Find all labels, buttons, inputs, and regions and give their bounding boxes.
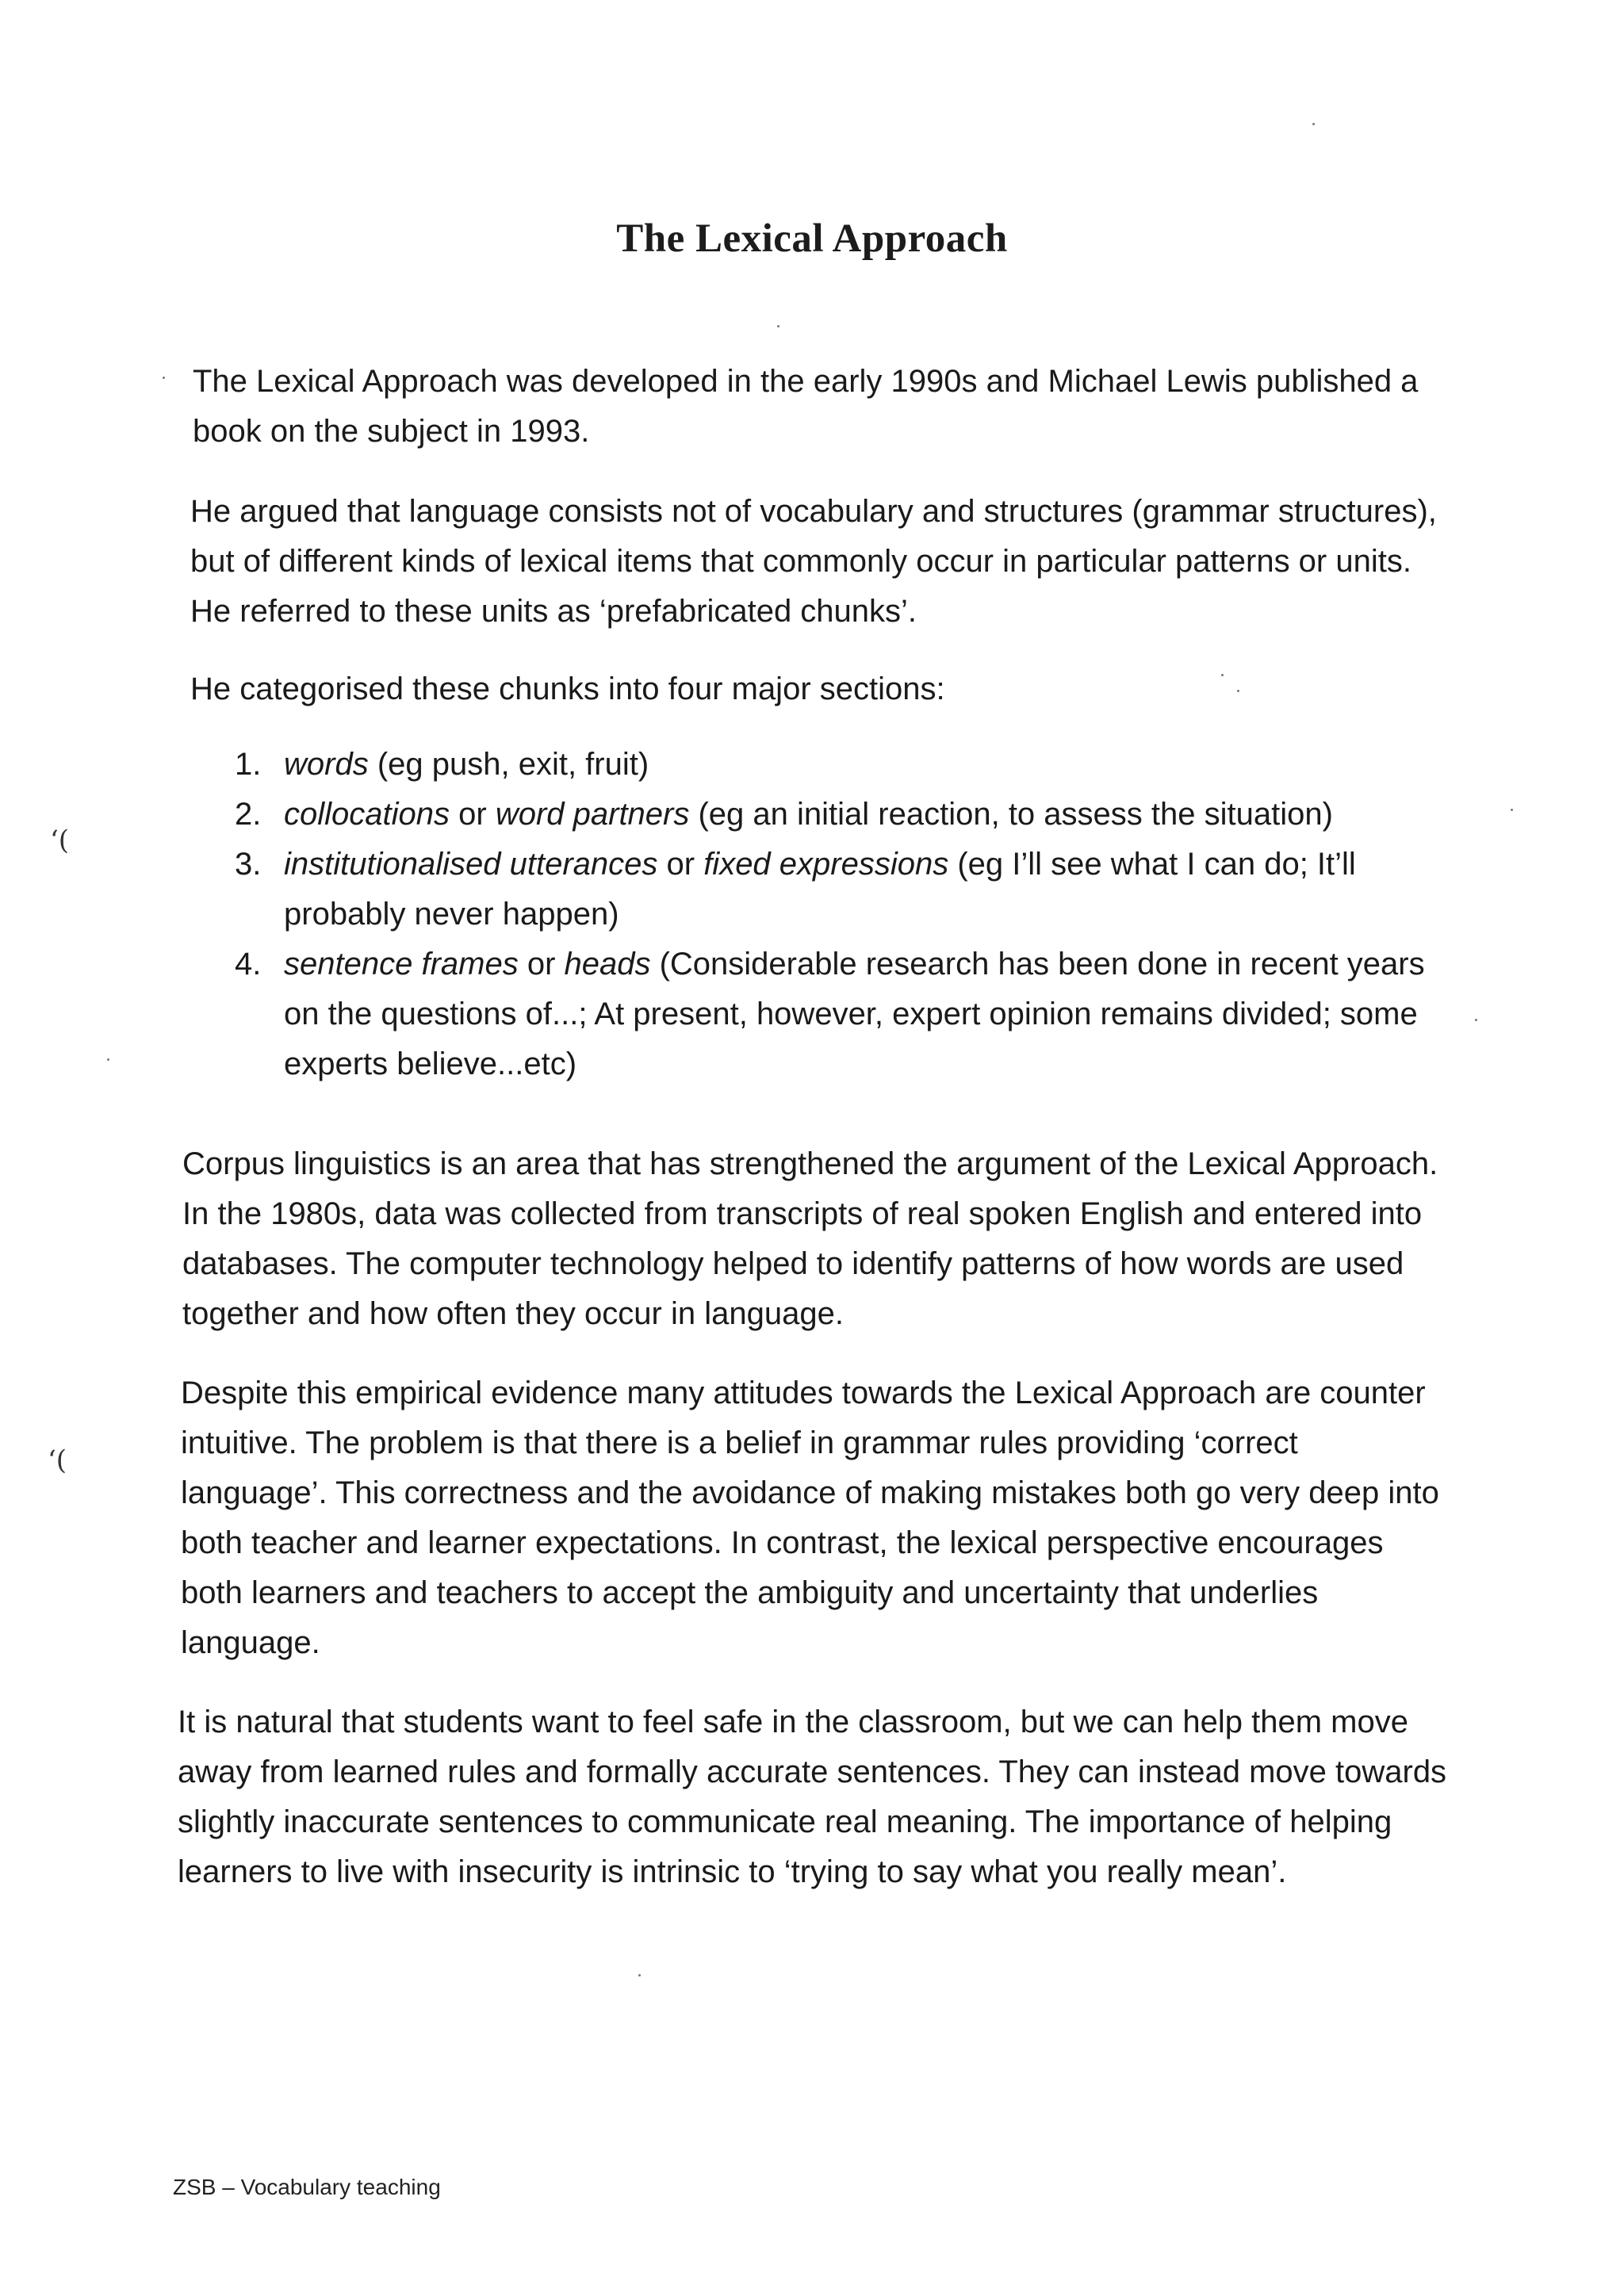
scan-speck <box>163 377 165 379</box>
paragraph-counter-intuitive: Despite this empirical evidence many attitudes towards the Lexical Approach are counter intuitive. The problem is that there is a belief in grammar rules providing ‘correct language’. This correctness and the avoidance of making mistakes both go very deep into both teacher and learner expectations. In contrast, the lexical perspective encourages both learners and teachers to accept the ambiguity and uncertainty that underlies language. <box>181 1376 1439 1660</box>
scan-speck <box>107 1058 109 1061</box>
list-detail: (eg I’ll see what I can do; It’ll probably never happen) <box>284 847 1356 932</box>
paragraph-argument: He argued that language consists not of vocabulary and structures (grammar structures), but of different kinds of lexical items that commonly occur in particular patterns or units. He referred to these units as ‘prefabricated chunks’. <box>190 494 1437 629</box>
list-number: 3. <box>235 847 262 882</box>
list-number: 1. <box>235 747 262 782</box>
scan-speck <box>777 325 779 327</box>
list-term-alt: word partners <box>495 797 690 832</box>
list-item <box>230 939 1467 1089</box>
margin-mark: ‘( <box>48 1445 67 1476</box>
scan-speck <box>1312 123 1315 125</box>
list-joiner: or <box>657 847 704 882</box>
page-footer: ZSB – Vocabulary teaching <box>173 2175 441 2199</box>
list-term: collocations <box>284 797 450 832</box>
paragraph-classroom: It is natural that students want to feel safe in the classroom, but we can help them move away from learned rules and formally accurate sentences. They can instead move towards slightly inaccurate sentences to communicate real meaning. The importance of helping learners to live with insecurity is intrinsic to ‘trying to say what you really mean’. <box>178 1705 1447 1889</box>
list-term: sentence frames <box>284 947 519 982</box>
list-item <box>230 840 1467 939</box>
list-detail: (eg an initial reaction, to assess the situation) <box>689 797 1333 832</box>
list-detail: (Considerable research has been done in recent years on the questions of...; At present, however, expert opinion remains divided; some experts believe...etc) <box>284 947 1425 1081</box>
list-joiner: or <box>450 797 496 832</box>
list-detail: (eg push, exit, fruit) <box>368 747 649 782</box>
page-title: The Lexical Approach <box>616 216 1008 262</box>
list-number: 4. <box>235 947 262 982</box>
list-term: institutionalised utterances <box>284 847 658 882</box>
scan-speck <box>1221 674 1224 676</box>
chunk-categories-list <box>230 740 1467 1089</box>
list-term-alt: fixed expressions <box>703 847 949 882</box>
paragraph-corpus-linguistics: Corpus linguistics is an area that has strengthened the argument of the Lexical Approach. In the 1980s, data was collected from transcripts of real spoken English and entered into databases. The computer technology helped to identify patterns of how words are used together and how often they occur in language. <box>182 1146 1438 1331</box>
list-joiner: or <box>518 947 565 982</box>
scan-speck <box>1237 690 1239 692</box>
scan-speck <box>1511 809 1513 811</box>
list-term: words <box>284 747 369 782</box>
list-item <box>230 790 1467 840</box>
list-term-alt: heads <box>564 947 651 982</box>
list-item <box>230 740 1467 790</box>
paragraph-intro: The Lexical Approach was developed in the early 1990s and Michael Lewis published a book on the subject in 1993. <box>193 364 1419 449</box>
paragraph-categories-intro: He categorised these chunks into four major sections: <box>190 672 945 706</box>
scan-speck <box>638 1974 641 1976</box>
margin-mark: ‘( <box>50 825 70 856</box>
list-number: 2. <box>235 797 262 832</box>
scan-speck <box>1475 1019 1477 1021</box>
